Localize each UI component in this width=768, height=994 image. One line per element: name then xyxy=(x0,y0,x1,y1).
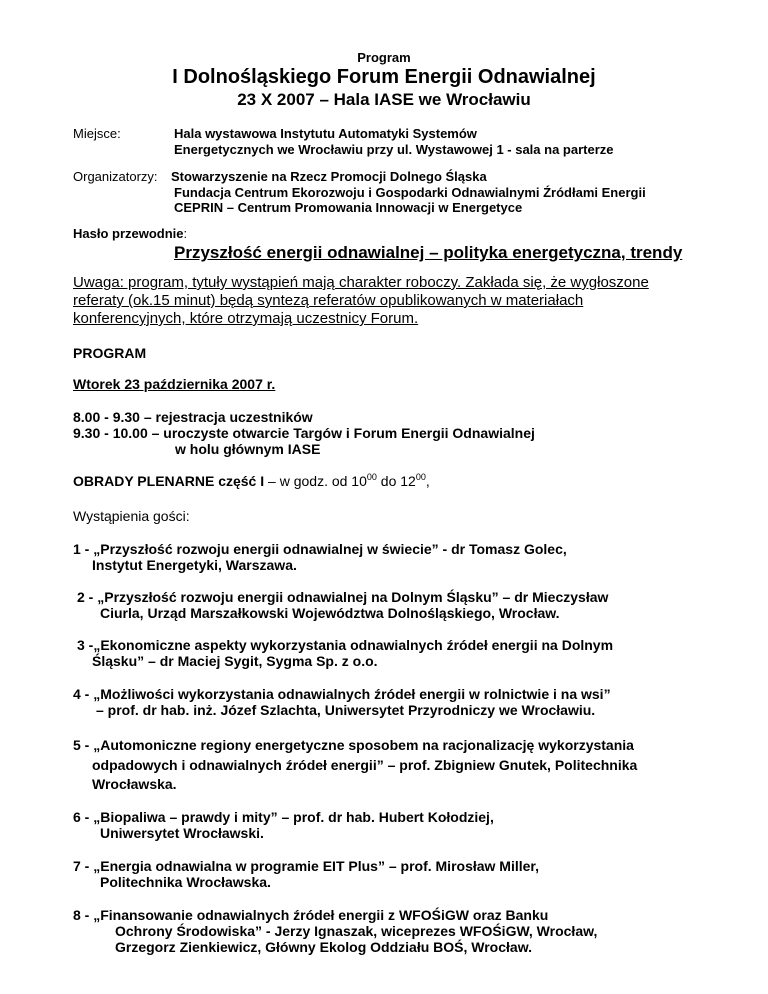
program-heading: PROGRAM xyxy=(73,345,147,361)
talk-4-line-2: – prof. dr hab. inż. Józef Szlachta, Uniwersytet Przyrodniczy we Wrocławiu. xyxy=(96,702,596,718)
note-line-2: referaty (ok.15 minut) będą syntezą referatów opublikowanych w materiałach xyxy=(73,292,584,309)
schedule-item-2: 9.30 - 10.00 – uroczyste otwarcie Targów i Forum Energii Odnawialnej xyxy=(73,425,535,441)
talk-8-line-2: Ochrony Środowiska” - Jerzy Ignaszak, wiceprezes WFOŚiGW, Wrocław, xyxy=(115,923,598,939)
plenary-sup-2: 00 xyxy=(415,472,426,482)
organizer-3: CEPRIN – Centrum Promowania Innowacji w Energetyce xyxy=(174,200,523,215)
talk-7-line-2: Politechnika Wrocławska. xyxy=(100,874,271,890)
plenary-time-post: , xyxy=(425,473,430,489)
motto-text: Przyszłość energii odnawialnej – polityka energetyczna, trendy xyxy=(174,243,683,262)
note-line-1: Uwaga: program, tytuły wystąpień mają charakter roboczy. Zakłada się, że wygłoszone xyxy=(73,274,649,291)
talk-2-line-1: 2 - „Przyszłość rozwoju energii odnawialnej na Dolnym Śląsku” – dr Mieczysław xyxy=(77,589,609,605)
talk-5-line-3: Wrocławska. xyxy=(92,776,177,792)
organizer-2: Fundacja Centrum Ekorozwoju i Gospodarki Odnawialnymi Źródłami Energii xyxy=(174,185,646,200)
talk-1-line-1: 1 - „Przyszłość rozwoju energii odnawialnej w świecie” - dr Tomasz Golec, xyxy=(73,541,567,557)
talk-5-line-2: odpadowych i odnawialnych źródeł energii” – prof. Zbigniew Gnutek, Politechnika xyxy=(92,757,638,773)
plenary-title: OBRADY PLENARNE część I xyxy=(73,473,265,489)
plenary-heading xyxy=(73,473,430,489)
motto-label xyxy=(73,226,187,241)
plenary-time-mid: do 12 xyxy=(376,473,416,489)
talk-3-line-1: 3 -„Ekonomiczne aspekty wykorzystania odnawialnych źródeł energii na Dolnym xyxy=(77,637,614,653)
talk-3-line-2: Śląsku” – dr Maciej Sygit, Sygma Sp. z o.o. xyxy=(92,653,378,669)
talk-7-line-1: 7 - „Energia odnawialna w programie EIT Plus” – prof. Mirosław Miller, xyxy=(73,858,539,874)
page-title: I Dolnośląskiego Forum Energii Odnawialnej xyxy=(172,66,596,88)
talk-6-line-1: 6 - „Biopaliwa – prawdy i mity” – prof. dr hab. Hubert Kołodziej, xyxy=(73,809,494,825)
talk-2-line-2: Ciurla, Urząd Marszałkowski Województwa Dolnośląskiego, Wrocław. xyxy=(100,605,560,621)
talk-4-line-1: 4 - „Możliwości wykorzystania odnawialnych źródeł energii w rolnictwie i na wsi” xyxy=(73,686,611,702)
guests-heading: Wystąpienia gości: xyxy=(73,508,190,524)
page-subtitle: 23 X 2007 – Hala IASE we Wrocławiu xyxy=(237,90,531,109)
day-heading: Wtorek 23 października 2007 r. xyxy=(73,376,276,392)
motto-label-text: Hasło przewodnie xyxy=(73,226,184,241)
talk-5-line-1: 5 - „Automoniczne regiony energetyczne sposobem na racjonalizację wykorzystania xyxy=(73,737,634,753)
talk-1-line-2: Instytut Energetyki, Warszawa. xyxy=(92,557,297,573)
pretitle: Program xyxy=(357,50,411,65)
note-line-3: konferencyjnych, które otrzymają uczestnicy Forum. xyxy=(73,310,419,327)
plenary-time-pre: – w godz. od 10 xyxy=(264,473,367,489)
venue-line-1: Hala wystawowa Instytutu Automatyki Systemów xyxy=(174,126,477,141)
organizer-1: Stowarzyszenie na Rzecz Promocji Dolnego Śląska xyxy=(171,169,487,184)
plenary-sup-1: 00 xyxy=(366,472,377,482)
talk-8-line-1: 8 - „Finansowanie odnawialnych źródeł energii z WFOŚiGW oraz Banku xyxy=(73,907,549,923)
talk-6-line-2: Uniwersytet Wrocławski. xyxy=(100,825,264,841)
talk-8-line-3: Grzegorz Zienkiewicz, Główny Ekolog Oddziału BOŚ, Wrocław. xyxy=(115,939,532,955)
motto-colon: : xyxy=(183,226,188,241)
venue-line-2: Energetycznych we Wrocławiu przy ul. Wystawowej 1 - sala na parterze xyxy=(174,142,614,157)
schedule-item-3: w holu głównym IASE xyxy=(175,441,321,457)
venue-label: Miejsce: xyxy=(73,126,121,141)
schedule-item-1: 8.00 - 9.30 – rejestracja uczestników xyxy=(73,409,313,425)
organizers-label: Organizatorzy: xyxy=(73,169,158,184)
